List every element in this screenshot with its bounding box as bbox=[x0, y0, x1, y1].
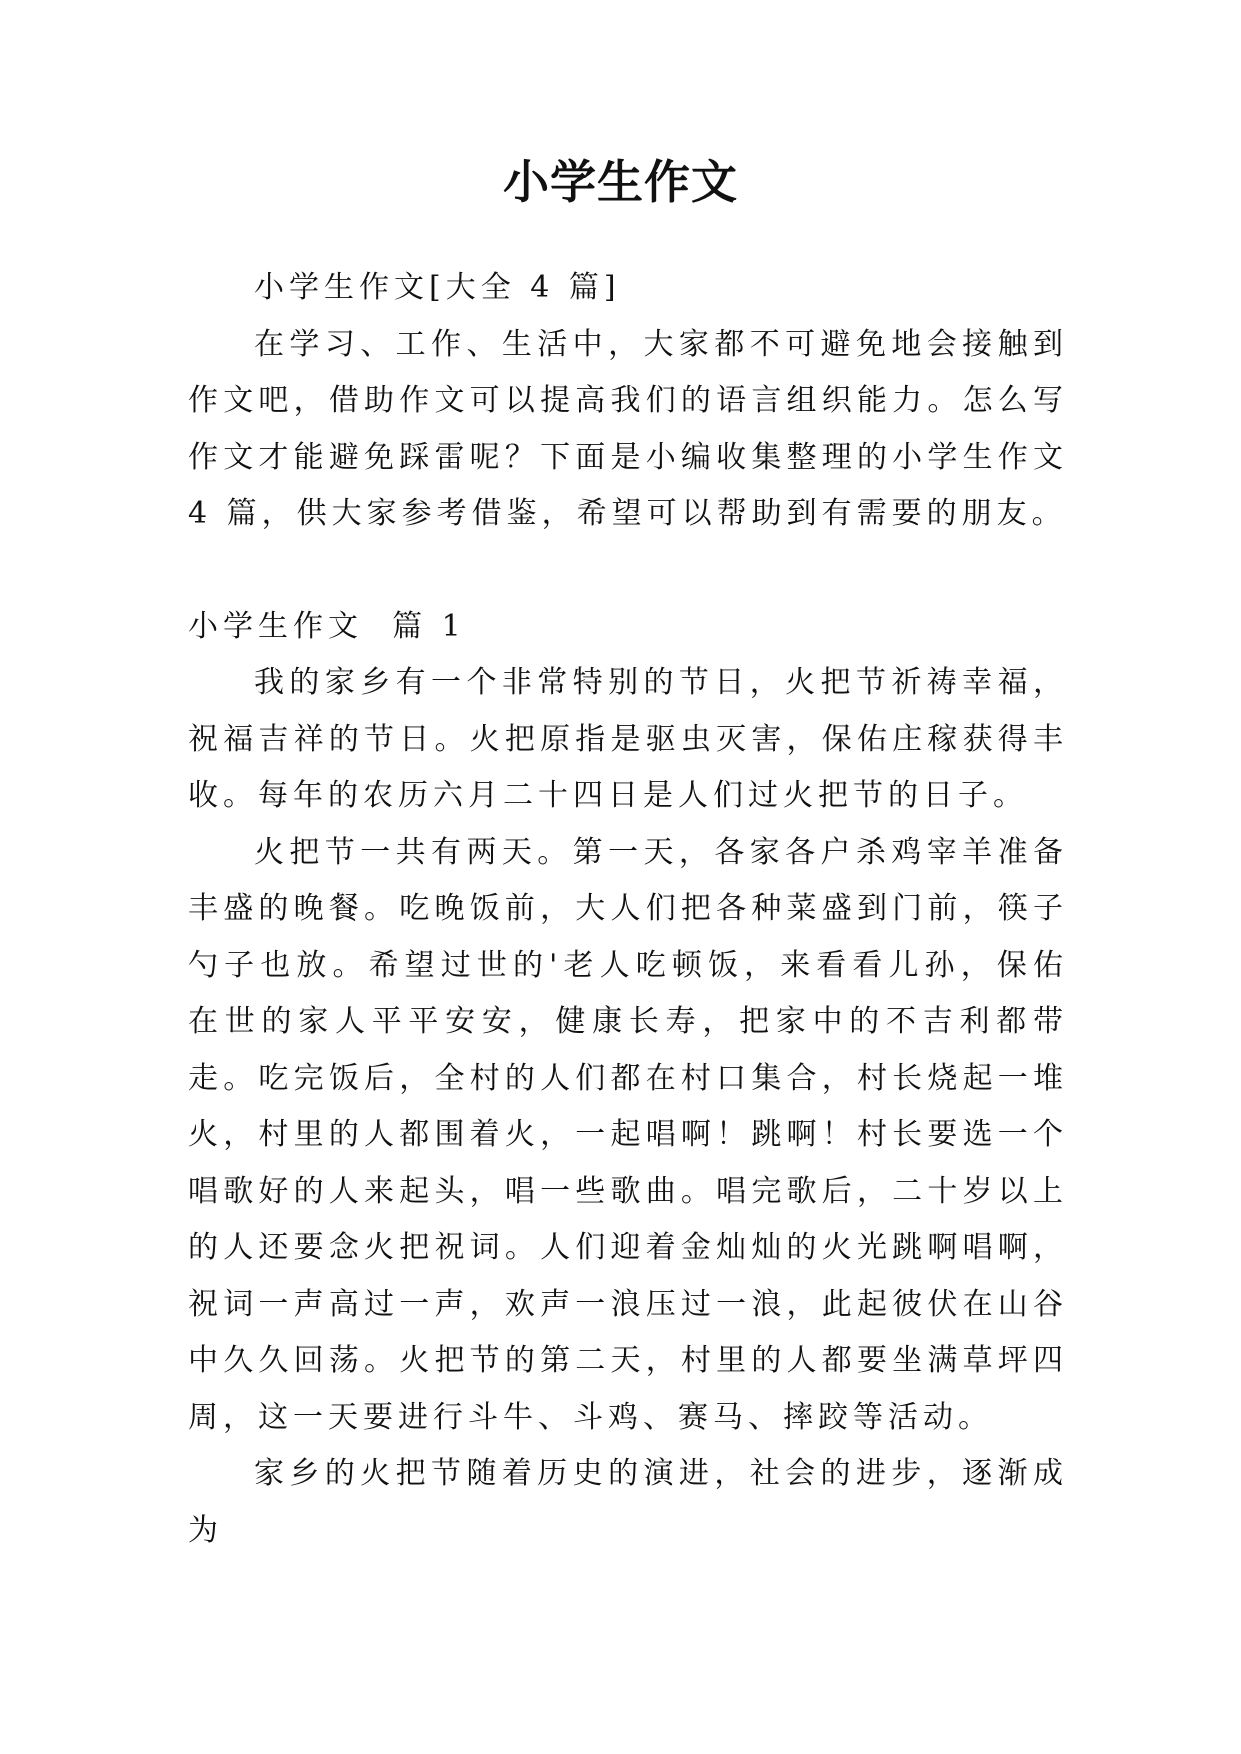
document-title: 小学生作文 bbox=[503, 155, 738, 209]
document-body bbox=[188, 260, 1068, 1559]
section-heading: 小学生作文 篇 1 bbox=[188, 608, 466, 644]
document-subtitle: 小学生作文[大全 4 篇] bbox=[254, 270, 621, 305]
intro-paragraph: 在学习、工作、生活中，大家都不可避免地会接触到作文吧，借助作文可以提高我们的语言组织能力。怎么写作文才能避免踩雷呢？下面是小编收集整理的小学生作文 4 篇，供大家参考借鉴，希望可以帮助到有需要的朋友。 bbox=[188, 326, 1068, 531]
body-paragraph-1: 我的家乡有一个非常特别的节日，火把节祈祷幸福，祝福吉祥的节日。火把原指是驱虫灭害，保佑庄稼获得丰收。每年的农历六月二十四日是人们过火把节的日子。 bbox=[188, 665, 1068, 813]
body-paragraph-3: 家乡的火把节随着历史的演进，社会的进步，逐渐成为 bbox=[188, 1456, 1068, 1548]
body-paragraph-2: 火把节一共有两天。第一天，各家各户杀鸡宰羊准备丰盛的晚餐。吃晚饭前，大人们把各种菜盛到门前，筷子勺子也放。希望过世的'老人吃顿饭，来看看儿孙，保佑在世的家人平平安安，健康长寿，把家中的不吉利都带走。吃完饭后，全村的人们都在村口集合，村长烧起一堆火，村里的人都围着火，一起唱啊！跳啊！村长要选一个唱歌好的人来起头，唱一些歌曲。唱完歌后，二十岁以上的人还要念火把祝词。人们迎着金灿灿的火光跳啊唱啊，祝词一声高过一声，欢声一浪压过一浪，此起彼伏在山谷中久久回荡。火把节的第二天，村里的人都要坐满草坪四周，这一天要进行斗牛、斗鸡、赛马、摔跤等活动。 bbox=[188, 834, 1068, 1435]
